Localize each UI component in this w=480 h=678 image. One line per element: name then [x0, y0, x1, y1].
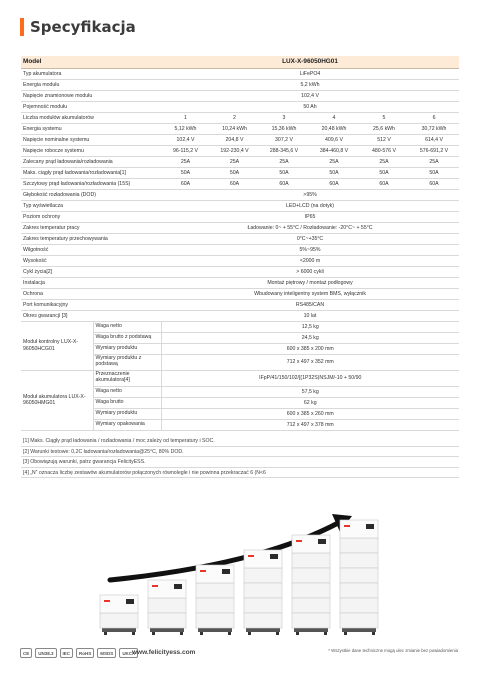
module-count: 2	[210, 112, 259, 123]
spec-value: >95%	[161, 189, 459, 200]
spec-value: 50A	[309, 167, 359, 178]
spec-value: 102,4 V	[161, 134, 210, 145]
brand-mark	[104, 600, 110, 602]
spec-label: Waga netto	[93, 386, 161, 397]
module-count: 5	[359, 112, 409, 123]
battery-module	[244, 598, 282, 613]
spec-value: 25,6 kWh	[359, 123, 409, 134]
spec-row	[21, 156, 459, 167]
spec-row	[21, 145, 459, 156]
spec-label: Zakres temperatur pracy	[21, 222, 161, 233]
spec-value: 57,5 kg	[161, 386, 459, 397]
spec-value: 512 V	[359, 134, 409, 145]
spec-value: 60A	[259, 178, 309, 189]
stack-base	[150, 628, 184, 632]
spec-value: 10 lat	[161, 310, 459, 321]
spec-value: 480-576 V	[359, 145, 409, 156]
stack-foot	[248, 632, 251, 635]
spec-value: 25A	[309, 156, 359, 167]
spec-value: 576-691,2 V	[409, 145, 459, 156]
spec-value: 307,2 V	[259, 134, 309, 145]
brand-mark	[248, 555, 254, 557]
spec-label: Typ wyświetlacza	[21, 200, 161, 211]
footnote: [3] Obowiązują warunki, patrz gwarancja FelicityESS.	[21, 457, 459, 468]
spec-label: Napięcie nominalne systemu	[21, 134, 161, 145]
battery-module	[340, 568, 378, 583]
spec-label: Okres gwarancji [3]	[21, 310, 161, 321]
spec-value: 25A	[210, 156, 259, 167]
stack-foot	[344, 632, 347, 635]
stack-base	[294, 628, 328, 632]
spec-value: 102,4 V	[161, 90, 459, 101]
spec-label: Wymiary opakowania	[93, 419, 161, 430]
spec-value: 50A	[210, 167, 259, 178]
battery-module	[196, 613, 234, 628]
spec-label: Poziom ochrony	[21, 211, 161, 222]
spec-row	[21, 310, 459, 321]
footer	[20, 645, 460, 665]
spec-row	[21, 134, 459, 145]
spec-value: RS485/CAN	[161, 299, 459, 310]
spec-label: Energia systemu	[21, 123, 161, 134]
spec-value: 192-230,4 V	[210, 145, 259, 156]
spec-value: 50A	[161, 167, 210, 178]
module-count: 3	[259, 112, 309, 123]
spec-row	[21, 277, 459, 288]
spec-label: Maks. ciągły prąd ładowania/rozładowania[1]	[21, 167, 161, 178]
module-group-label: Moduł kontrolny LUX-X-96050HCG01	[21, 321, 93, 370]
spec-row	[21, 288, 459, 299]
stack-foot	[132, 632, 135, 635]
battery-module	[292, 553, 330, 568]
battery-module	[340, 613, 378, 628]
spec-label: Energia modułu	[21, 79, 161, 90]
spec-row	[21, 79, 459, 90]
battery-module	[148, 598, 186, 613]
module-group-label: Moduł akumulatora LUX-X-96050HMG01	[21, 370, 93, 430]
spec-value: 60A	[161, 178, 210, 189]
battery-stack-illustration	[0, 510, 480, 645]
spec-label: Liczba modułów akumulatorów	[21, 112, 161, 123]
spec-value: 25A	[359, 156, 409, 167]
display-screen	[366, 524, 374, 529]
spec-value: 15,36 kWh	[259, 123, 309, 134]
module-count: 1	[161, 112, 210, 123]
module-count: 4	[309, 112, 359, 123]
spec-label: Instalacja	[21, 277, 161, 288]
spec-value: 600 x 385 x 260 mm	[161, 408, 459, 419]
stack-base	[198, 628, 232, 632]
cert-logo: UN38.3	[35, 648, 56, 658]
stack-base	[246, 628, 280, 632]
spec-label: Szczytowy prąd ładowania/rozładowania (15S)	[21, 178, 161, 189]
brand-mark	[296, 540, 302, 542]
brand-mark	[152, 585, 158, 587]
spec-value: 5%~95%	[161, 244, 459, 255]
battery-module	[196, 598, 234, 613]
spec-row	[21, 222, 459, 233]
battery-module	[244, 613, 282, 628]
stack-base	[342, 628, 376, 632]
battery-module	[196, 583, 234, 598]
spec-label: Waga brutto	[93, 397, 161, 408]
spec-row	[21, 244, 459, 255]
spec-row	[21, 178, 459, 189]
spec-value: LiFePO4	[161, 68, 459, 79]
model-label: Model	[21, 56, 161, 68]
spec-value: 50A	[359, 167, 409, 178]
spec-value: 5,2 kWh	[161, 79, 459, 90]
spec-row	[21, 370, 459, 386]
battery-module	[100, 613, 138, 628]
spec-label: Cykl życia[2]	[21, 266, 161, 277]
battery-module	[340, 553, 378, 568]
spec-value: Ładowanie: 0~ + 55°C / Rozładowanie: -20°C~ + 55°C	[161, 222, 459, 233]
spec-value: 60A	[359, 178, 409, 189]
battery-module	[244, 583, 282, 598]
spec-label: Napięcie robocze systemu	[21, 145, 161, 156]
spec-value: 25A	[161, 156, 210, 167]
cert-logo: CE	[20, 648, 32, 658]
battery-stack	[196, 565, 234, 635]
stack-base	[102, 628, 136, 632]
brand-mark	[200, 570, 206, 572]
spec-label: Wymiary produktu z podstawą	[93, 354, 161, 370]
spec-row	[21, 200, 459, 211]
spec-value: 0°C~+35°C	[161, 233, 459, 244]
battery-module	[292, 613, 330, 628]
battery-stack	[292, 535, 330, 635]
battery-stack	[100, 595, 138, 635]
disclaimer: * Wszystkie dane techniczne mogą ulec zmianie bez powiadomienia	[328, 648, 458, 653]
spec-value: LED+LCD (na dotyk)	[161, 200, 459, 211]
spec-value: 614,4 V	[409, 134, 459, 145]
stack-foot	[228, 632, 231, 635]
spec-value: 204,8 V	[210, 134, 259, 145]
battery-stack	[148, 580, 186, 635]
spec-row	[21, 299, 459, 310]
display-screen	[126, 599, 134, 604]
spec-label: Wysokość	[21, 255, 161, 266]
spec-label: Napięcie znamionowe modułu	[21, 90, 161, 101]
spec-label: Głębokość rozładowania (DOD)	[21, 189, 161, 200]
spec-value: IP65	[161, 211, 459, 222]
spec-value: 12,5 kg	[161, 321, 459, 332]
spec-label: Przeznaczenie akumulatora[4]	[93, 370, 161, 386]
spec-value: 25A	[409, 156, 459, 167]
battery-module	[244, 568, 282, 583]
spec-row	[21, 90, 459, 101]
battery-module	[340, 598, 378, 613]
spec-value: 5,12 kWh	[161, 123, 210, 134]
footnote: [2] Warunki testowe: 0,2C ładowania/rozładowania@25°C, 80% DOD.	[21, 447, 459, 458]
spec-label: Pojemność modułu	[21, 101, 161, 112]
spec-row	[21, 68, 459, 79]
display-screen	[318, 539, 326, 544]
spec-table	[21, 56, 459, 431]
certification-logos	[20, 648, 138, 658]
spec-label: Ochrona	[21, 288, 161, 299]
module-count: 6	[409, 112, 459, 123]
stack-foot	[296, 632, 299, 635]
page-title: Specyfikacja	[30, 18, 136, 36]
spec-label: Wilgotność	[21, 244, 161, 255]
stack-foot	[180, 632, 183, 635]
spec-value: 409,6 V	[309, 134, 359, 145]
stack-foot	[276, 632, 279, 635]
stack-foot	[324, 632, 327, 635]
spec-label: Wymiary produktu	[93, 408, 161, 419]
battery-module	[292, 583, 330, 598]
spec-value: 50A	[409, 167, 459, 178]
stack-foot	[152, 632, 155, 635]
spec-label: Zalecany prąd ładowania/rozładowania	[21, 156, 161, 167]
stack-foot	[200, 632, 203, 635]
spec-row	[21, 211, 459, 222]
spec-value: 10,24 kWh	[210, 123, 259, 134]
battery-module	[148, 613, 186, 628]
cert-logo: IEC	[60, 648, 74, 658]
battery-stack	[244, 550, 282, 635]
spec-row	[21, 101, 459, 112]
spec-label: Zakres temperatury przechowywania	[21, 233, 161, 244]
stack-foot	[104, 632, 107, 635]
spec-label: Waga brutto z podstawą	[93, 332, 161, 343]
battery-module	[340, 583, 378, 598]
display-screen	[174, 584, 182, 589]
footnotes	[21, 436, 459, 478]
spec-value: 288-345,6 V	[259, 145, 309, 156]
spec-value: 60A	[409, 178, 459, 189]
spec-label: Waga netto	[93, 321, 161, 332]
spec-row	[21, 233, 459, 244]
website-link[interactable]: www.felicityess.com	[132, 649, 196, 656]
battery-module	[340, 538, 378, 553]
spec-label: Typ akumulatora	[21, 68, 161, 79]
battery-stack	[340, 520, 378, 635]
modules-row	[21, 112, 459, 123]
footnote: [1] Maks. Ciągły prąd ładowania / rozładowania / moc zależy od temperatury i SOC.	[21, 436, 459, 447]
spec-value: 30,72 kWh	[409, 123, 459, 134]
cert-logo: MSDS	[97, 648, 116, 658]
cert-logo: RoHS	[76, 648, 94, 658]
spec-value: 24,5 kg	[161, 332, 459, 343]
section-header	[20, 16, 136, 38]
display-screen	[270, 554, 278, 559]
spec-value: 60A	[309, 178, 359, 189]
spec-value: 384-460,8 V	[309, 145, 359, 156]
display-screen	[222, 569, 230, 574]
spec-value: 62 kg	[161, 397, 459, 408]
model-value: LUX-X-96050HG01	[161, 56, 459, 68]
battery-module	[292, 568, 330, 583]
spec-value: <2000 m	[161, 255, 459, 266]
spec-value: 25A	[259, 156, 309, 167]
spec-value: 50 Ah	[161, 101, 459, 112]
spec-value: > 6000 cykli	[161, 266, 459, 277]
spec-label: Port komunikacyjny	[21, 299, 161, 310]
spec-row	[21, 167, 459, 178]
spec-value: 50A	[259, 167, 309, 178]
brand-mark	[344, 525, 350, 527]
footnote: [4] „N” oznacza liczbę zestawów akumulatorów połączonych równolegle i nie powinna przekraczać 6 (N<6	[21, 468, 459, 479]
spec-value: Montaż piętrowy / montaż podłogowy	[161, 277, 459, 288]
stack-foot	[372, 632, 375, 635]
spec-value: Wbudowany inteligentny system BMS, wyłącznik	[161, 288, 459, 299]
battery-module	[292, 598, 330, 613]
spec-label: Wymiary produktu	[93, 343, 161, 354]
cert-logo: UKCA	[119, 648, 138, 658]
spec-row	[21, 123, 459, 134]
spec-value: 96-115,2 V	[161, 145, 210, 156]
spec-value: IFpP/41/150/102/[(1P32S)NSJM/-10 + 50/90	[161, 370, 459, 386]
spec-row	[21, 189, 459, 200]
spec-value: 60A	[210, 178, 259, 189]
model-row	[21, 56, 459, 68]
spec-value: 712 x 497 x 378 mm	[161, 419, 459, 430]
spec-value: 712 x 497 x 352 mm	[161, 354, 459, 370]
spec-row	[21, 321, 459, 332]
spec-value: 20,48 kWh	[309, 123, 359, 134]
spec-row	[21, 266, 459, 277]
header-accent-bar	[20, 18, 24, 36]
spec-row	[21, 255, 459, 266]
spec-value: 600 x 385 x 200 mm	[161, 343, 459, 354]
